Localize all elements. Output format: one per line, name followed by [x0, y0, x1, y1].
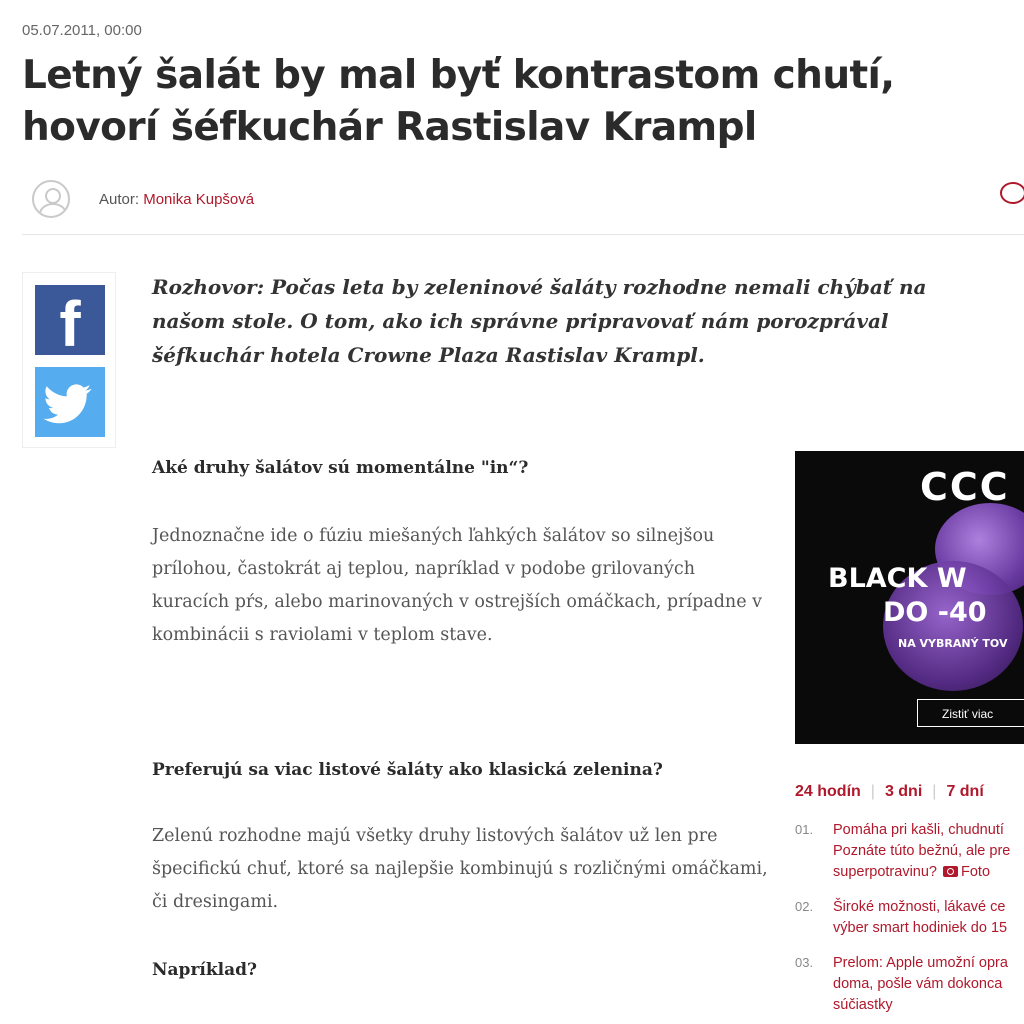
ad-subline: NA VYBRANÝ TOV [898, 637, 1008, 650]
answer-2: Zelenú rozhodne majú všetky druhy listových šalátov už len pre špecifickú chuť, ktoré sa najlepšie kombinujú s rozličnými omáčkami, či dresingami. [152, 826, 768, 912]
ad-banner[interactable] [795, 451, 1024, 744]
author-label: Autor: [99, 191, 140, 208]
item-title[interactable]: Prelom: Apple umožní opra doma, pošle vám dokonca súčiastky [833, 955, 1008, 1013]
tab-3-days[interactable]: 3 dni [884, 783, 923, 800]
item-number: 02. [795, 899, 814, 914]
comment-icon[interactable] [1000, 182, 1024, 204]
share-bar [22, 272, 116, 448]
ad-cta-button[interactable]: Zistiť viac [917, 699, 1024, 727]
item-number: 01. [795, 822, 814, 837]
facebook-icon: f [59, 288, 81, 360]
item-title[interactable]: Pomáha pri kašli, chudnutí Poznáte túto bežnú, ale pre superpotravinu? Foto [833, 822, 1011, 880]
question-2: Preferujú sa viac listové šaláty ako klasická zelenina? [152, 760, 663, 780]
ad-brand: CCC [920, 465, 1010, 509]
question-1: Aké druhy šalátov sú momentálne "in“? [152, 458, 529, 478]
trending-tabs: 24 hodín | 3 dni | 7 dní [795, 783, 984, 800]
facebook-share-button[interactable] [35, 285, 105, 360]
author-line [99, 191, 254, 208]
ad-headline: BLACK W [828, 563, 967, 594]
author-link[interactable]: Monika Kupšová [143, 191, 255, 208]
article-date: 05.07.2011, 00:00 [22, 22, 142, 39]
avatar [32, 180, 70, 218]
question-3: Napríklad? [152, 960, 257, 980]
author-row [22, 170, 1024, 235]
tab-7-days[interactable]: 7 dní [946, 783, 984, 800]
camera-icon [943, 866, 958, 877]
article-title: Letný šalát by mal byť kontrastom chutí, hovorí šéfkuchár Rastislav Krampl [22, 53, 895, 150]
twitter-icon [35, 367, 105, 437]
answer-1: Jednoznačne ide o fúziu miešaných ľahkých šalátov so silnejšou prílohou, častokrát aj teplou, napríklad v podobe grilovaných kuracích pŕs, alebo marinovaných v ostrejších omáčkach, prípadne v kombinácii s raviolami v teplom stave. [152, 526, 763, 645]
ad-headline: DO -40 [883, 597, 987, 628]
item-title[interactable]: Široké možnosti, lákavé ce výber smart hodiniek do 15 [833, 899, 1008, 936]
tab-24-hours[interactable]: 24 hodín [795, 783, 861, 800]
item-number: 03. [795, 955, 814, 970]
twitter-share-button[interactable] [35, 367, 105, 437]
article-lead: Rozhovor: Počas leta by zeleninové šaláty rozhodne nemali chýbať na našom stole. O tom, ako ich správne pripravovať nám porozprával šéfkuchár hotela Crowne Plaza Rastislav Krampl. [152, 275, 927, 367]
photo-badge: Foto [961, 864, 991, 880]
